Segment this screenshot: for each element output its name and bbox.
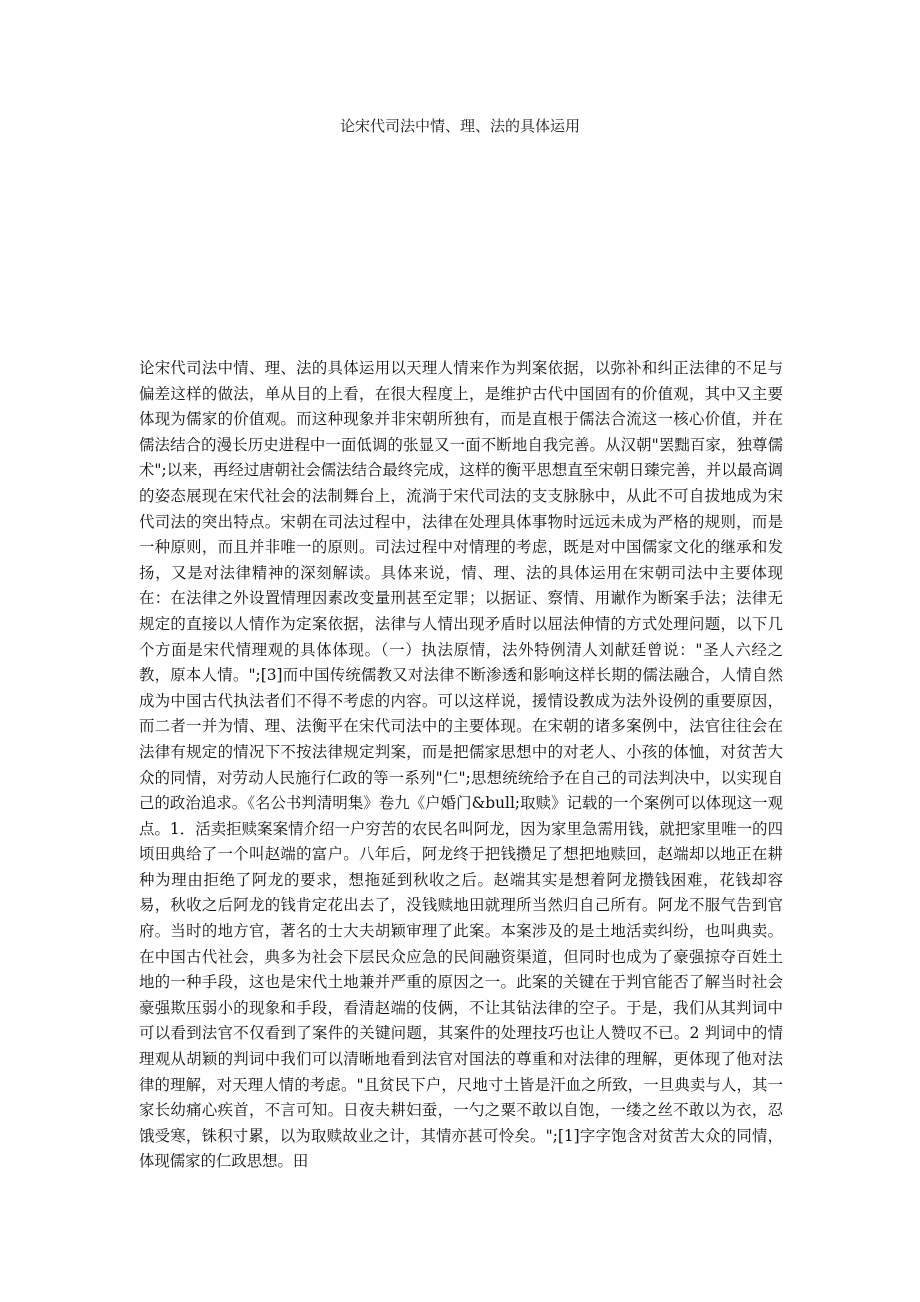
- document-title: 论宋代司法中情、理、法的具体运用: [339, 117, 580, 135]
- document-body-paragraph: 论宋代司法中情、理、法的具体运用以天理人情来作为判案依据，以弥补和纠正法律的不足与偏差这样的做法，单从目的上看，在很大程度上，是维护古代中国固有的价值观，其中又主要体现为儒家的价值观。而这种现象并非宋朝所独有，而是直根于儒法合流这一核心价值，并在儒法结合的漫长历史进程中一面低调的张显又一面不断地自我完善。从汉朝"罢黜百家，独尊儒术";以来，再经过唐朝社会儒法结合最终完成，这样的衡平思想直至宋朝日臻完善，并以最高调的姿态展现在宋代社会的法制舞台上，流淌于宋代司法的支支脉脉中，从此不可自拔地成为宋代司法的突出特点。宋朝在司法过程中，法律在处理具体事物时远远未成为严格的规则，而是一种原则，而且并非唯一的原则。司法过程中对情理的考虑，既是对中国儒家文化的继承和发扬，又是对法律精神的深刻解读。具体来说，情、理、法的具体运用在宋朝司法中主要体现在：在法律之外设置情理因素改变量刑甚至定罪；以据证、察情、用谳作为断案手法；法律无规定的直接以人情作为定案依据，法律与人情出现矛盾时以屈法伸情的方式处理问题，以下几个方面是宋代情理观的具体体现。（一）执法原情，法外特例清人刘献廷曾说："圣人六经之教，原本人情。";[3]而中国传统儒教又对法律不断渗透和影响这样长期的儒法融合，人情自然成为中国古代执法者们不得不考虑的内容。可以这样说，援情设教成为法外设例的重要原因，而二者一并为情、理、法衡平在宋代司法中的主要体现。在宋朝的诸多案例中，法官往往会在法律有规定的情况下不按法律规定判案，而是把儒家思想中的对老人、小孩的体恤，对贫苦大众的同情，对劳动人民施行仁政的等一系列"仁";思想统统给予在自己的司法判决中，以实现自己的政治追求。《名公书判清明集》卷九《户婚门&bull;取赎》记载的一个案例可以体现这一观点。1．活卖拒赎案案情介绍一户穷苦的农民名叫阿龙，因为家里急需用钱，就把家里唯一的四顷田典给了一个叫赵端的富户。八年后，阿龙终于把钱攒足了想把地赎回，赵端却以地正在耕种为理由拒绝了阿龙的要求，想拖延到秋收之后。赵端其实是想着阿龙攒钱困难，花钱却容易，秋收之后阿龙的钱肯定花出去了，没钱赎地田就理所当然归自己所有。阿龙不服气告到官府。当时的地方官，著名的士大夫胡颖审理了此案。本案涉及的是土地活卖纠纷，也叫典卖。在中国古代社会，典多为社会下层民众应急的民间融资渠道，但同时也成为了豪强掠夺百姓土地的一种手段，这也是宋代土地兼并严重的原因之一。此案的关键在于判官能否了解当时社会豪强欺压弱小的现象和手段，看清赵端的伎俩，不让其钻法律的空子。于是，我们从其判词中可以看到法官不仅看到了案件的关键问题，其案件的处理技巧也让人赞叹不已。2 判词中的情理观从胡颖的判词中我们可以清晰地看到法官对国法的尊重和对法律的理解，更体现了他对法律的理解，对天理人情的考虑。"且贫民下户，尺地寸土皆是汗血之所致，一旦典卖与人，其一家长幼痛心疾首，不言可知。日夜夫耕妇蚕，一勺之粟不敢以自饱，一缕之丝不敢以为衣，忍饿受寒，铢积寸累，以为取赎故业之计，其情亦甚可怜矣。";[1]字字饱含对贫苦大众的同情，体现儒家的仁政思想。田: [139, 359, 783, 1171]
